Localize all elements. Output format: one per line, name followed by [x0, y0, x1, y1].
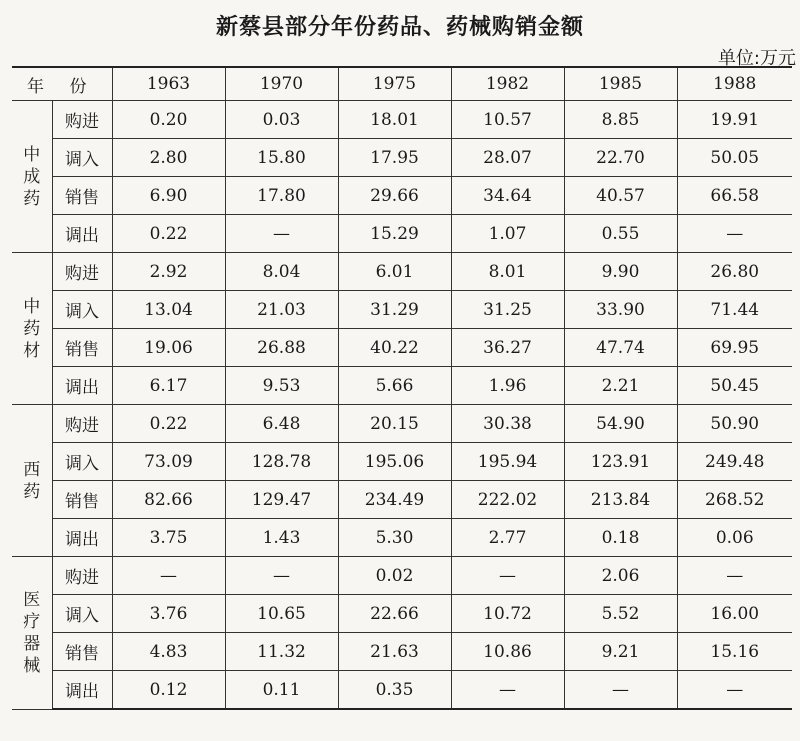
row-label: 销售: [52, 177, 112, 215]
row-label: 购进: [52, 101, 112, 139]
category-label: 医疗器械: [23, 589, 41, 676]
value-cell: 2.21: [564, 367, 677, 405]
table-row: [12, 557, 792, 595]
value-cell: 50.05: [677, 139, 792, 177]
table-row: [12, 481, 792, 519]
value-cell: 15.80: [225, 139, 338, 177]
value-cell: 50.90: [677, 405, 792, 443]
year-col: 1963: [112, 67, 225, 101]
row-label: 销售: [52, 633, 112, 671]
value-cell: 15.16: [677, 633, 792, 671]
value-cell: 22.66: [338, 595, 451, 633]
value-cell: 0.06: [677, 519, 792, 557]
value-cell: 10.57: [451, 101, 564, 139]
value-cell: 82.66: [112, 481, 225, 519]
row-label: 调出: [52, 367, 112, 405]
value-cell: 8.01: [451, 253, 564, 291]
value-cell: 18.01: [338, 101, 451, 139]
value-cell: 9.90: [564, 253, 677, 291]
unit-label: 单位:万元: [717, 48, 796, 69]
value-cell: 33.90: [564, 291, 677, 329]
row-label: 销售: [52, 481, 112, 519]
value-cell: 268.52: [677, 481, 792, 519]
row-label: 调入: [52, 595, 112, 633]
value-cell: 6.90: [112, 177, 225, 215]
row-label: 购进: [52, 557, 112, 595]
value-cell: 6.01: [338, 253, 451, 291]
category-label: 中成药: [23, 144, 41, 209]
table-row: [12, 443, 792, 481]
value-cell: 71.44: [677, 291, 792, 329]
value-cell: 73.09: [112, 443, 225, 481]
value-cell: 47.74: [564, 329, 677, 367]
table-row: [12, 367, 792, 405]
value-cell: 40.22: [338, 329, 451, 367]
value-cell: 5.66: [338, 367, 451, 405]
table-row: [12, 139, 792, 177]
value-cell: —: [225, 557, 338, 595]
table-row: [12, 671, 792, 710]
value-cell: 2.92: [112, 253, 225, 291]
value-cell: 17.80: [225, 177, 338, 215]
value-cell: —: [677, 215, 792, 253]
category-cell: [12, 405, 52, 557]
value-cell: —: [564, 671, 677, 710]
value-cell: 4.83: [112, 633, 225, 671]
header-row: [12, 67, 792, 101]
page-title: 新蔡县部分年份药品、药械购销金额: [215, 15, 584, 40]
value-cell: 0.12: [112, 671, 225, 710]
value-cell: 19.06: [112, 329, 225, 367]
category-cell: [12, 101, 52, 253]
value-cell: 2.06: [564, 557, 677, 595]
category-cell: [12, 557, 52, 710]
value-cell: 8.04: [225, 253, 338, 291]
value-cell: 129.47: [225, 481, 338, 519]
table-row: [12, 633, 792, 671]
value-cell: 31.25: [451, 291, 564, 329]
value-cell: 8.85: [564, 101, 677, 139]
value-cell: 26.80: [677, 253, 792, 291]
value-cell: —: [451, 671, 564, 710]
value-cell: 249.48: [677, 443, 792, 481]
value-cell: 222.02: [451, 481, 564, 519]
value-cell: 21.63: [338, 633, 451, 671]
value-cell: 123.91: [564, 443, 677, 481]
value-cell: 3.76: [112, 595, 225, 633]
row-label: 调出: [52, 671, 112, 710]
table-row: [12, 595, 792, 633]
value-cell: —: [451, 557, 564, 595]
value-cell: 6.48: [225, 405, 338, 443]
table-body: [12, 101, 792, 710]
row-label: 调入: [52, 443, 112, 481]
value-cell: 0.11: [225, 671, 338, 710]
value-cell: 17.95: [338, 139, 451, 177]
value-cell: —: [225, 215, 338, 253]
category-cell: [12, 253, 52, 405]
value-cell: 21.03: [225, 291, 338, 329]
year-col: 1982: [451, 67, 564, 101]
value-cell: 36.27: [451, 329, 564, 367]
value-cell: 54.90: [564, 405, 677, 443]
value-cell: 2.80: [112, 139, 225, 177]
value-cell: 234.49: [338, 481, 451, 519]
value-cell: —: [677, 557, 792, 595]
value-cell: 5.30: [338, 519, 451, 557]
value-cell: 0.18: [564, 519, 677, 557]
row-label: 调入: [52, 291, 112, 329]
value-cell: —: [112, 557, 225, 595]
value-cell: 1.96: [451, 367, 564, 405]
value-cell: 0.22: [112, 405, 225, 443]
value-cell: 31.29: [338, 291, 451, 329]
row-label: 调出: [52, 519, 112, 557]
value-cell: 0.03: [225, 101, 338, 139]
value-cell: —: [677, 671, 792, 710]
value-cell: 195.94: [451, 443, 564, 481]
value-cell: 30.38: [451, 405, 564, 443]
table-row: [12, 101, 792, 139]
value-cell: 1.43: [225, 519, 338, 557]
value-cell: 26.88: [225, 329, 338, 367]
table-row: [12, 291, 792, 329]
value-cell: 13.04: [112, 291, 225, 329]
value-cell: 0.20: [112, 101, 225, 139]
value-cell: 9.21: [564, 633, 677, 671]
value-cell: 10.86: [451, 633, 564, 671]
value-cell: 66.58: [677, 177, 792, 215]
value-cell: 20.15: [338, 405, 451, 443]
value-cell: 19.91: [677, 101, 792, 139]
value-cell: 28.07: [451, 139, 564, 177]
year-col: 1988: [677, 67, 792, 101]
value-cell: 11.32: [225, 633, 338, 671]
table-row: [12, 215, 792, 253]
value-cell: 2.77: [451, 519, 564, 557]
row-label: 调入: [52, 139, 112, 177]
value-cell: 50.45: [677, 367, 792, 405]
value-cell: 195.06: [338, 443, 451, 481]
value-cell: 29.66: [338, 177, 451, 215]
value-cell: 5.52: [564, 595, 677, 633]
value-cell: 69.95: [677, 329, 792, 367]
category-label: 中药材: [23, 296, 41, 361]
row-label: 购进: [52, 405, 112, 443]
value-cell: 10.72: [451, 595, 564, 633]
year-col: 1975: [338, 67, 451, 101]
value-cell: 0.35: [338, 671, 451, 710]
value-cell: 22.70: [564, 139, 677, 177]
data-table: [12, 66, 792, 710]
row-label: 购进: [52, 253, 112, 291]
value-cell: 15.29: [338, 215, 451, 253]
category-label: 西药: [23, 459, 41, 502]
value-cell: 0.55: [564, 215, 677, 253]
value-cell: 9.53: [225, 367, 338, 405]
row-label: 销售: [52, 329, 112, 367]
year-header: 年 份: [12, 67, 112, 101]
value-cell: 16.00: [677, 595, 792, 633]
value-cell: 3.75: [112, 519, 225, 557]
value-cell: 0.02: [338, 557, 451, 595]
value-cell: 34.64: [451, 177, 564, 215]
year-col: 1985: [564, 67, 677, 101]
table-row: [12, 177, 792, 215]
row-label: 调出: [52, 215, 112, 253]
value-cell: 1.07: [451, 215, 564, 253]
table-row: [12, 405, 792, 443]
value-cell: 10.65: [225, 595, 338, 633]
value-cell: 6.17: [112, 367, 225, 405]
table-row: [12, 253, 792, 291]
table-row: [12, 519, 792, 557]
value-cell: 40.57: [564, 177, 677, 215]
year-col: 1970: [225, 67, 338, 101]
table-row: [12, 329, 792, 367]
value-cell: 128.78: [225, 443, 338, 481]
value-cell: 0.22: [112, 215, 225, 253]
value-cell: 213.84: [564, 481, 677, 519]
